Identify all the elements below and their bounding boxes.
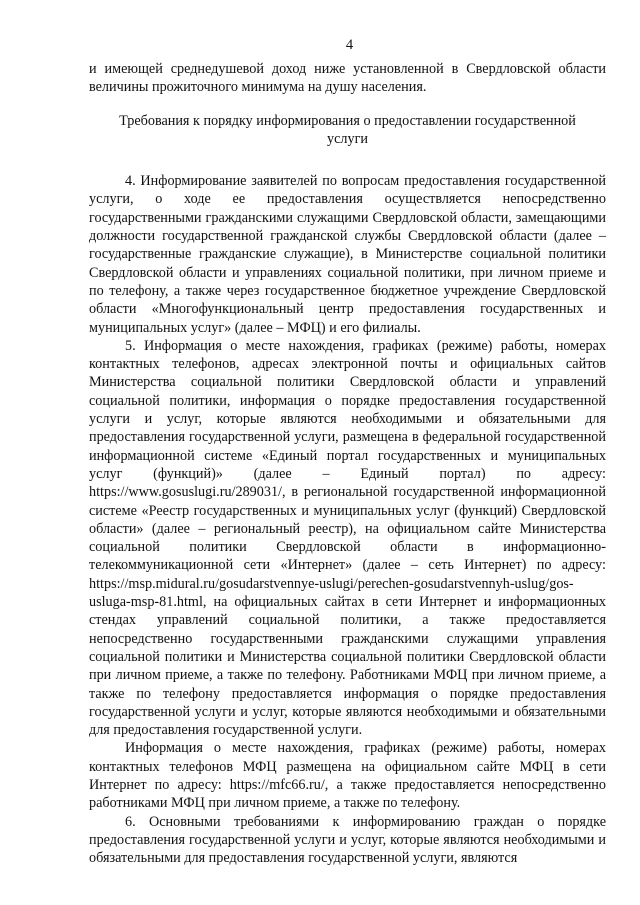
paragraph-5: 5. Информация о месте нахождения, графиках (режиме) работы, номерах контактных телефонов, адресах электронной почты и официальных сайтов Министерства социальной политики Свердловской области и управлений социальной политики, информация о порядке предоставления государственной услуги и услуг, которые являются необходимыми и обязательными для предоставления государственной услуги, размещена в федеральной государственной информационной системе «Единый портал государственных и муниципальных услуг (функций)» (далее – Единый портал) по адресу: https://www.gosuslugi.ru/289031/, в региональной государственной информационной системе «Реестр государственных и муниципальных услуг (функций) Свердловской области» (далее – региональный реестр), на официальном сайте Министерства социальной политики Свердловской области в информационно-телекоммуникационной сети «Интернет» (далее – сеть Интернет) по адресу: https://msp.midural.ru/gosudarstvennye-uslugi/perechen-gosudarstvennyh-uslug/gos-usluga-msp-81.html, на официальных сайтах в сети Интернет и информационных стендах управлений социальной политики, а также предоставляется непосредственно государственными гражданскими служащими управления социальной политики и Министерства социальной политики Свердловской области при личном приеме, а также по телефону. Работниками МФЦ при личном приеме, а также по телефону предоставляется информация о порядке предоставления государственной услуги и услуг, которые являются необходимыми и обязательными для предоставления государственной услуги. [89, 337, 606, 739]
page-number: 4 [345, 37, 354, 53]
section-title: Требования к порядку информирования о предоставлении государственной услуги [119, 112, 576, 147]
intro-paragraph: и имеющей среднедушевой доход ниже установленной в Свердловской области величины прожиточного минимума на душу населения. [89, 61, 606, 96]
paragraph-6: 6. Основными требованиями к информированию граждан о порядке предоставления государственной услуги и услуг, которые являются необходимыми и обязательными для предоставления государственной услуги, являются [89, 813, 606, 867]
paragraph-4: 4. Информирование заявителей по вопросам предоставления государственной услуги, о ходе ее предоставления осуществляется непосредственно государственными гражданскими служащими Свердловской области, замещающими должности государственной гражданской службы Свердловской области (далее – государственные гражданские служащие), в Министерстве социальной политики Свердловской области и управлениях социальной политики, при личном приеме и по телефону, а также через государственное бюджетное учреждение Свердловской области «Многофункциональный центр предоставления государственных и муниципальных услуг» (далее – МФЦ) и его филиалы. [89, 173, 606, 336]
paragraph-mfc-info: Информация о месте нахождения, графиках (режиме) работы, номерах контактных телефонов МФЦ размещена на официальном сайте МФЦ в сети Интернет по адресу: https://mfc66.ru/, а также предоставляется непосредственно работниками МФЦ при личном приеме, а также по телефону. [89, 740, 606, 812]
